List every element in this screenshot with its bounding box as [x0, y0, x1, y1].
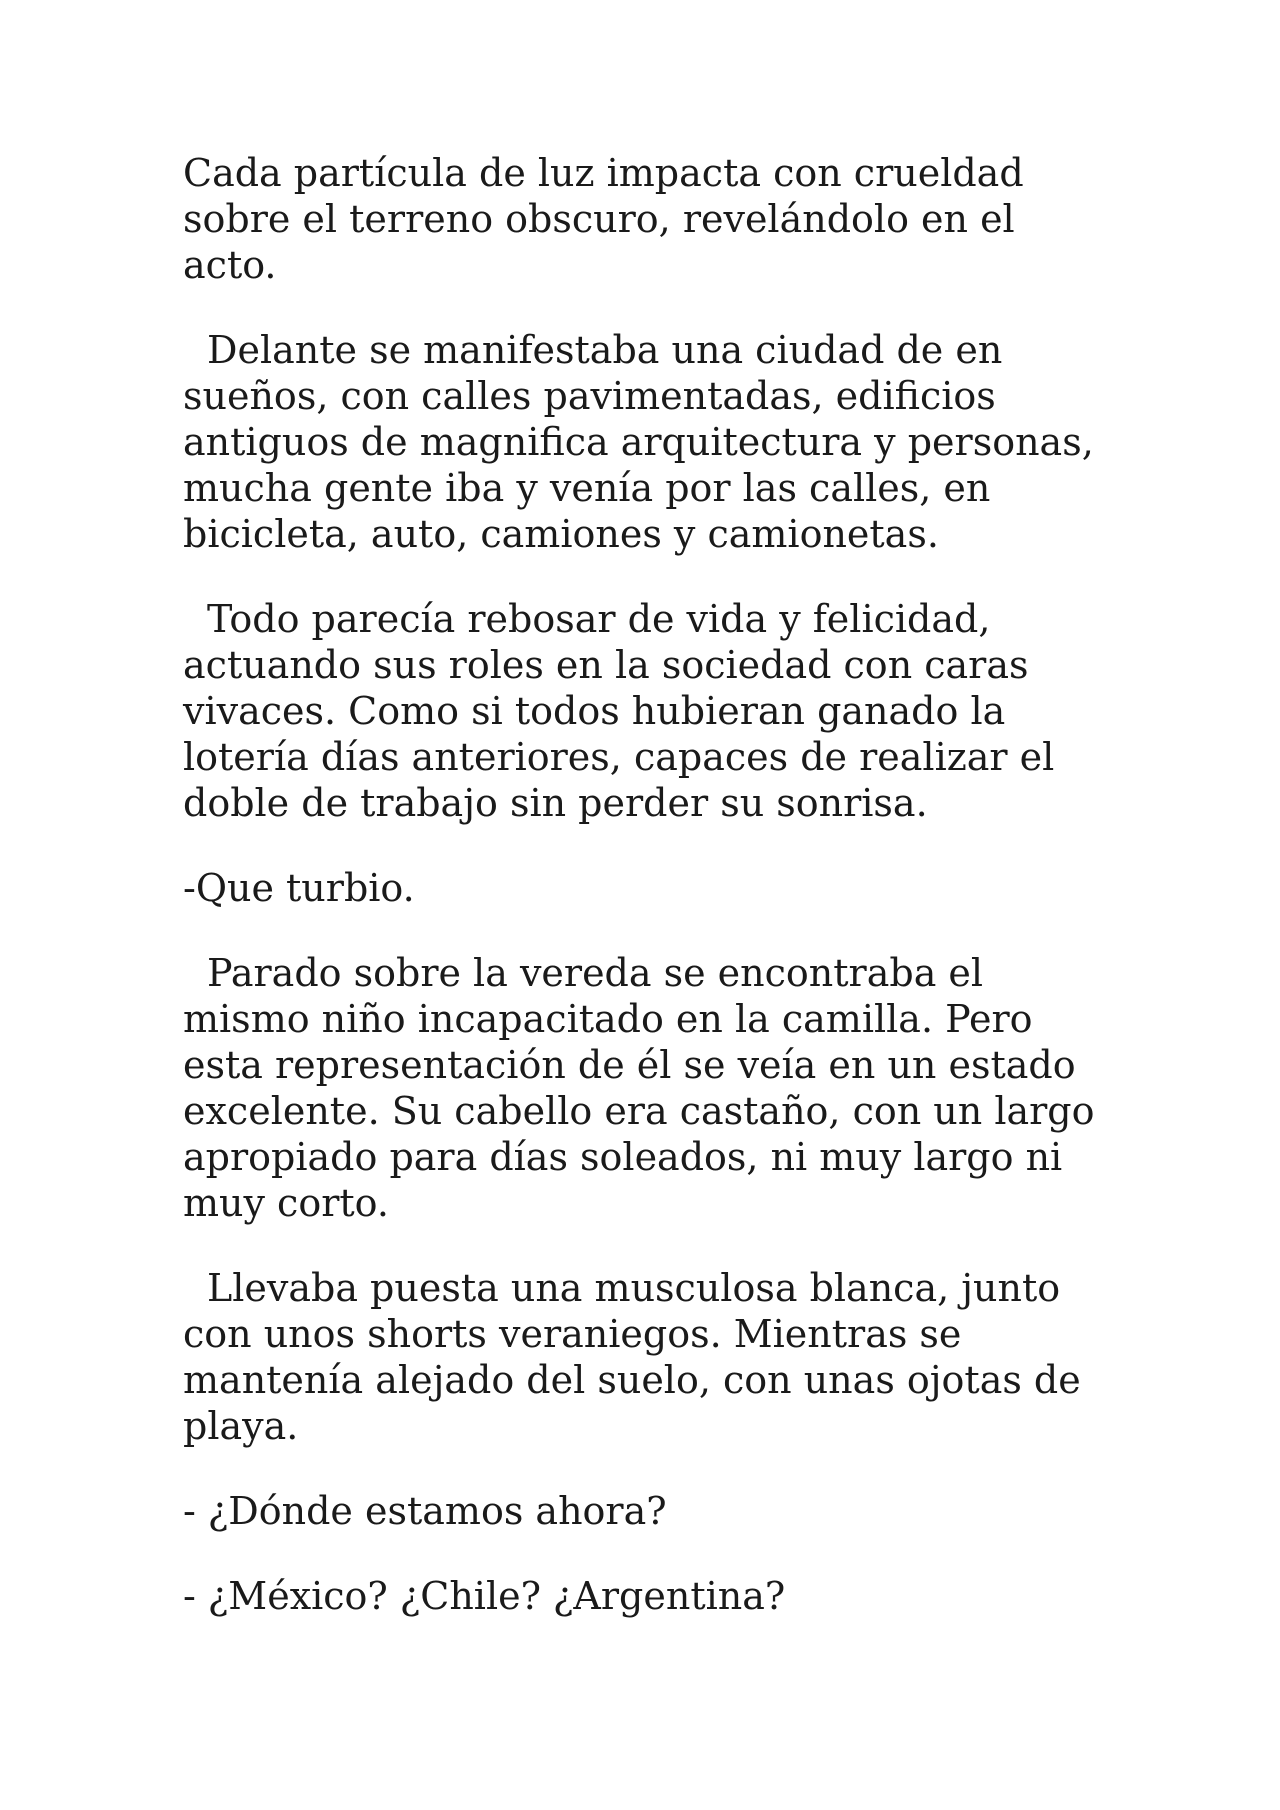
- dialogue-line-1: -Que turbio.: [183, 866, 415, 910]
- paragraph-1: Cada partícula de luz impacta con crueldad sobre el terreno obscuro, revelándolo en el acto.: [183, 151, 1024, 287]
- paragraph-3: Todo parecía rebosar de vida y felicidad, actuando sus roles en la sociedad con caras vivaces. Como si todos hubieran ganado la lotería días anteriores, capaces de realizar el doble de trabajo sin perder su sonrisa.: [183, 597, 1055, 825]
- paragraph-4: Parado sobre la vereda se encontraba el mismo niño incapacitado en la camilla. Pero esta representación de él se veía en un estado excelente. Su cabello era castaño, con un largo apropiado para días soleados, ni muy largo ni muy corto.: [183, 951, 1095, 1225]
- dialogue-line-3: - ¿México? ¿Chile? ¿Argentina?: [183, 1574, 786, 1618]
- paragraph-5: Llevaba puesta una musculosa blanca, junto con unos shorts veraniegos. Mientras se mantenía alejado del suelo, con unas ojotas de playa.: [183, 1266, 1081, 1448]
- paragraph-2: Delante se manifestaba una ciudad de en sueños, con calles pavimentadas, edificios antiguos de magnifica arquitectura y personas, mucha gente iba y venía por las calles, en bicicleta, auto, camiones y camionetas.: [183, 328, 1094, 556]
- dialogue-line-2: - ¿Dónde estamos ahora?: [183, 1489, 667, 1533]
- body-text: [183, 150, 1113, 1619]
